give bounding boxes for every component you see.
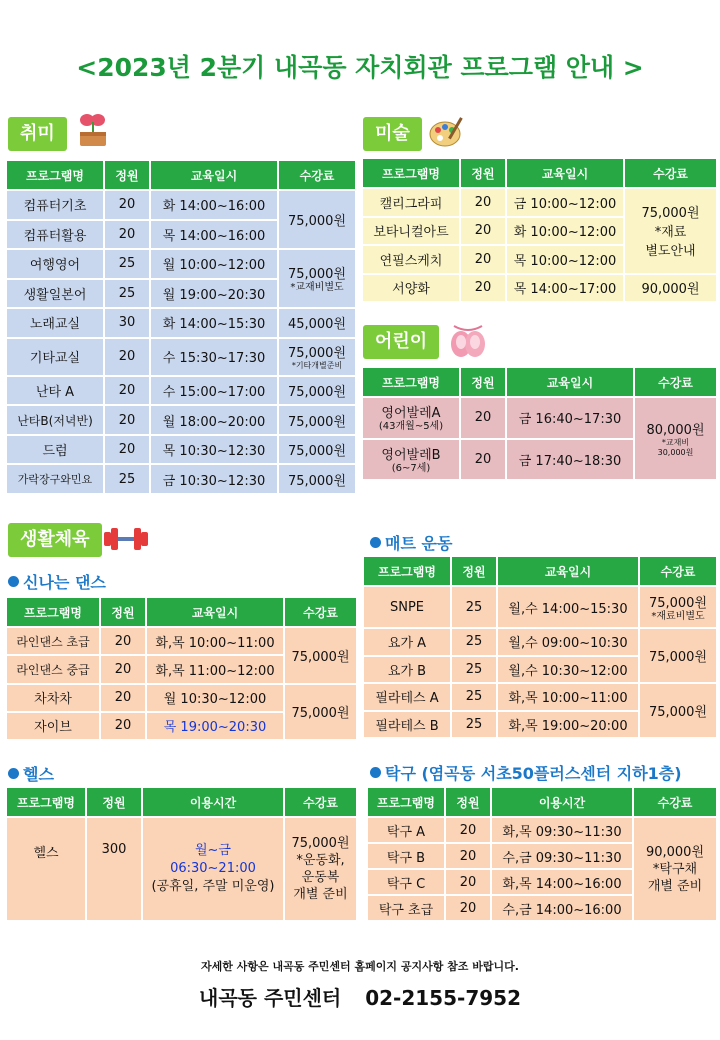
kids-tag: 어린이: [363, 325, 439, 359]
table-row: 영어발레B (6~7세) 20 금 17:40~18:30: [363, 440, 716, 480]
table-row: 탁구 A 20 화,목 09:30~11:30 90,000원 *탁구채 개별 준비: [368, 818, 716, 842]
kids-table: 프로그램명 정원 교육일시 수강료 영어발레A (43개월~5세) 20 금 16:40~17:30 80,000원 *교재비 30,000원 영어발레B (6~7세) 20 금 17:40~18:30: [361, 366, 718, 481]
flower-pot-icon: [76, 112, 110, 152]
ballet-shoes-icon: [446, 320, 490, 364]
art-table: 프로그램명 정원 교육일시 수강료 캘리그라피 20 금 10:00~12:00 75,000원 *재료 별도안내 보타니컬아트 20 화 10:00~12:00 연필스케치 20 목 10:00~12:00 서양화 20 목 14:00~17:00 90,000원: [361, 157, 718, 303]
center-name: 내곡동 주민센터: [199, 986, 342, 1010]
col-time: 교육일시: [151, 161, 277, 189]
table-row: 컴퓨터기초 20 화 14:00~16:00 75,000원: [7, 191, 355, 219]
table-row: 탁구 B 20 수,금 09:30~11:30: [368, 844, 716, 868]
health-table: 프로그램명 정원 이용시간 수강료 헬스 300 월~금 06:30~21:00 (공휴일, 주말 미운영) 75,000원 *운동화, 운동복 개별 준비: [5, 786, 358, 922]
phone-number: 02-2155-7952: [365, 986, 521, 1010]
table-row: 탁구 초급 20 수,금 14:00~16:00: [368, 896, 716, 920]
table-row: 드럼 20 목 10:30~12:30 75,000원: [7, 436, 355, 464]
table-row: 생활일본어 25 월 19:00~20:30: [7, 280, 355, 308]
mat-title: 매트 운동: [370, 531, 452, 554]
dance-title: 신나는 댄스: [8, 570, 106, 593]
table-row: SNPE 25 월,수 14:00~15:30 75,000원 *재료비별도: [364, 587, 716, 627]
fee-cell: 75,000원: [279, 191, 355, 248]
table-row: 헬스 300 월~금 06:30~21:00 (공휴일, 주말 미운영) 75,000원 *운동화, 운동복 개별 준비: [7, 818, 356, 920]
table-row: 컴퓨터활용 20 목 14:00~16:00: [7, 221, 355, 249]
table-row: 요가 A 25 월,수 09:00~10:30 75,000원: [364, 629, 716, 655]
dance-table: 프로그램명 정원 교육일시 수강료 라인댄스 초급 20 화,목 10:00~11:00 75,000원 라인댄스 중급 20 화,목 11:00~12:00 차차차 20 월 10:30~12:00 75,000원 자이브 20 목 19:00~20:30: [5, 596, 358, 741]
footer-notice: 자세한 사항은 내곡동 주민센터 홈페이지 공지사항 참조 바랍니다.: [201, 960, 519, 973]
table-row: 연필스케치 20 목 10:00~12:00: [363, 246, 716, 273]
table-row: 차차차 20 월 10:30~12:00 75,000원: [7, 685, 356, 711]
table-row: 영어발레A (43개월~5세) 20 금 16:40~17:30 80,000원 *교재비 30,000원: [363, 398, 716, 438]
pingpong-title: 탁구 (염곡동 서초50플러스센터 지하1층): [370, 761, 682, 784]
table-row: 보타니컬아트 20 화 10:00~12:00: [363, 218, 716, 245]
pingpong-table: 프로그램명 정원 이용시간 수강료 탁구 A 20 화,목 09:30~11:30 90,000원 *탁구채 개별 준비 탁구 B 20 수,금 09:30~11:30 탁구 C 20 화,목 14:00~16:00 탁구 초급 20 수,금 14:00~16:00: [366, 786, 718, 922]
table-row: 캘리그라피 20 금 10:00~12:00 75,000원 *재료 별도안내: [363, 189, 716, 216]
table-row: 라인댄스 중급 20 화,목 11:00~12:00: [7, 656, 356, 682]
table-row: 라인댄스 초급 20 화,목 10:00~11:00 75,000원: [7, 628, 356, 654]
table-row: 탁구 C 20 화,목 14:00~16:00: [368, 870, 716, 894]
table-row: 난타 A 20 수 15:00~17:00 75,000원: [7, 377, 355, 405]
art-tag: 미술: [363, 117, 422, 151]
table-row: 여행영어 25 월 10:00~12:00 75,000원 *교재비별도: [7, 250, 355, 278]
fee-cell: 75,000원 *교재비별도: [279, 250, 355, 307]
hobby-table: [5, 159, 357, 495]
col-program: 프로그램명: [7, 161, 103, 189]
table-row: 가락장구와민요 25 금 10:30~12:30 75,000원: [7, 465, 355, 493]
table-row: 자이브 20 목 19:00~20:30: [7, 713, 356, 739]
health-title: 헬스: [8, 762, 54, 785]
table-row: 노래교실 30 화 14:00~15:30 45,000원: [7, 309, 355, 337]
col-cap: 정원: [105, 161, 149, 189]
table-row: 필라테스 A 25 화,목 10:00~11:00 75,000원: [364, 684, 716, 710]
dumbbell-icon: [102, 524, 150, 558]
table-row: 필라테스 B 25 화,목 19:00~20:00: [364, 712, 716, 738]
mat-table: 프로그램명 정원 교육일시 수강료 SNPE 25 월,수 14:00~15:30 75,000원 *재료비별도 요가 A 25 월,수 09:00~10:30 75,000원 요가 B 25 월,수 10:30~12:00 필라테스 A 25 화,목 10:00~11:00 75,000원 필라테스 B 25 화,목 19:00~20:00: [362, 555, 718, 739]
col-fee: 수강료: [279, 161, 355, 189]
page-title: <2023년 2분기 내곡동 자치회관 프로그램 안내 >: [76, 53, 644, 82]
table-row: 서양화 20 목 14:00~17:00 90,000원: [363, 275, 716, 302]
table-row: 기타교실 20 수 15:30~17:30 75,000원 *기타개별준비: [7, 339, 355, 375]
table-row: 난타B(저녁반) 20 월 18:00~20:00 75,000원: [7, 406, 355, 434]
footer-contact: [0, 982, 720, 1011]
hobby-tag: 취미: [8, 117, 67, 151]
sports-tag: 생활체육: [8, 523, 102, 557]
palette-icon: [428, 114, 466, 154]
table-row: 요가 B 25 월,수 10:30~12:00: [364, 657, 716, 683]
